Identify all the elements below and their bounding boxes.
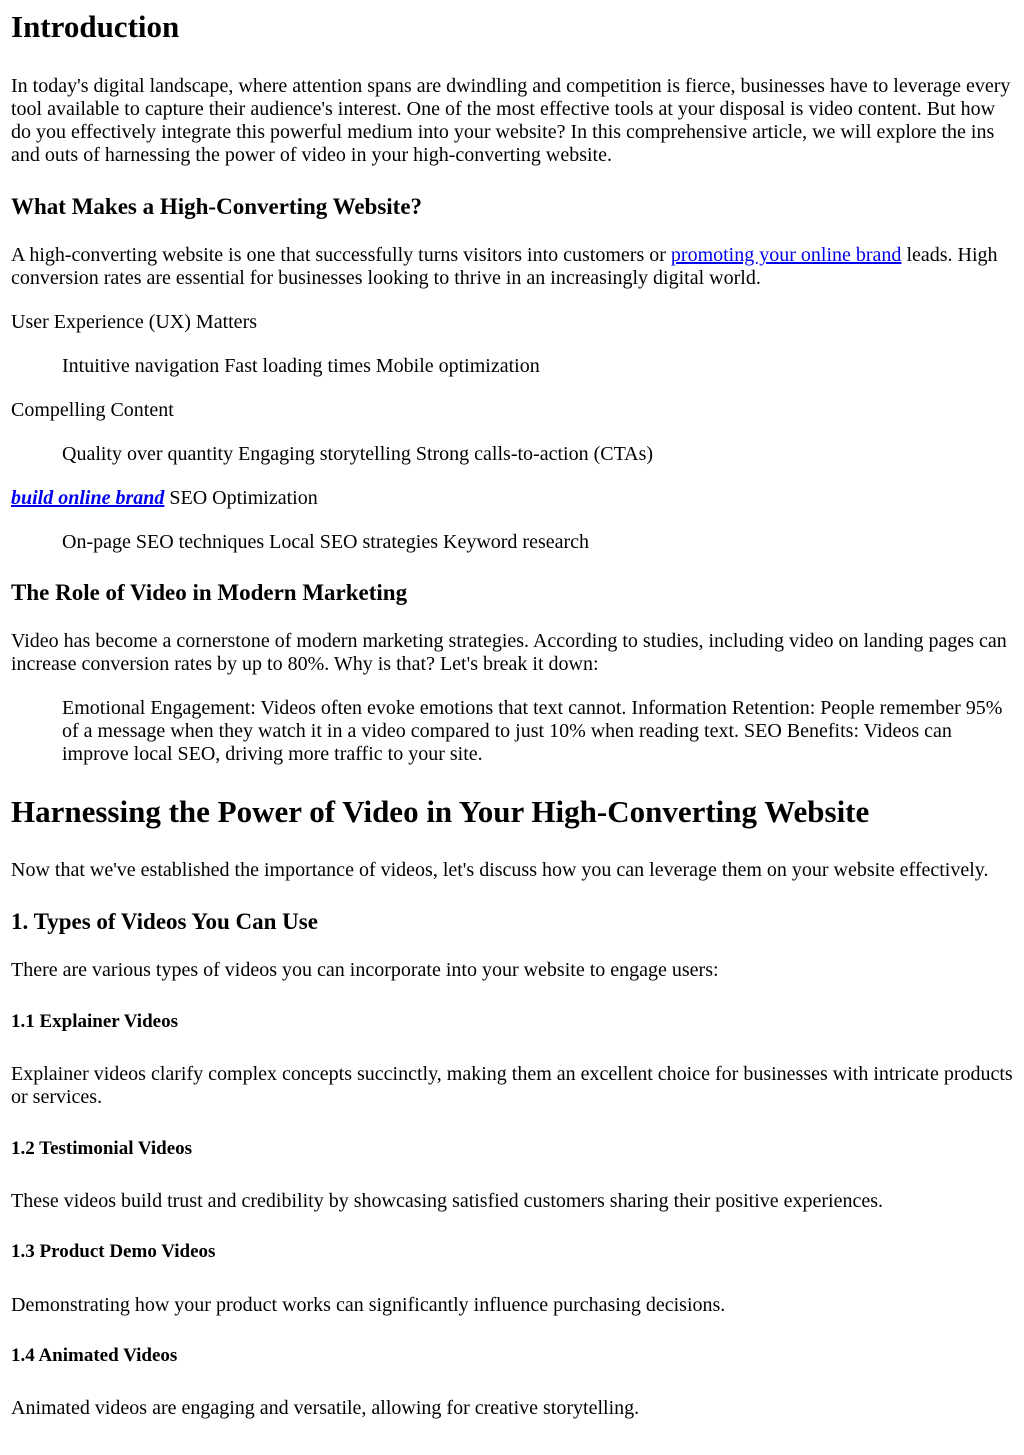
seo-label: [11, 487, 1014, 510]
seo-label-text: SEO Optimization: [164, 487, 318, 509]
paragraph-text: leads. High conversion rates are essential for businesses looking to thrive in an increasingly digital world.: [11, 244, 998, 289]
page-title: Introduction: [11, 9, 180, 44]
high-converting-paragraph: [11, 244, 1014, 290]
types-paragraph: There are various types of videos you can incorporate into your website to engage users:: [11, 959, 719, 981]
ux-label: User Experience (UX) Matters: [11, 311, 258, 333]
subheading-explainer-videos: 1.1 Explainer Videos: [11, 1011, 178, 1032]
section-heading-high-converting: What Makes a High-Converting Website?: [11, 194, 423, 219]
subheading-product-demo-videos: 1.3 Product Demo Videos: [11, 1241, 216, 1262]
section-heading-role-of-video: The Role of Video in Modern Marketing: [11, 580, 408, 605]
content-list: Quality over quantity Engaging storytelling Strong calls-to-action (CTAs): [62, 443, 654, 465]
harnessing-paragraph: Now that we've established the importance of videos, let's discuss how you can leverage them on your website effectively.: [11, 859, 989, 881]
role-paragraph: Video has become a cornerstone of modern marketing strategies. According to studies, including video on landing pages can increase conversion rates by up to 80%. Why is that? Let's break it down:: [11, 630, 1007, 675]
article: [0, 9, 1024, 1420]
testimonial-paragraph: These videos build trust and credibility by showcasing satisfied customers sharing their positive experiences.: [11, 1190, 884, 1212]
seo-list: On-page SEO techniques Local SEO strategies Keyword research: [62, 531, 590, 553]
promoting-online-brand-link[interactable]: promoting your online brand: [670, 244, 902, 266]
ux-list: Intuitive navigation Fast loading times Mobile optimization: [62, 355, 540, 377]
explainer-paragraph: Explainer videos clarify complex concepts succinctly, making them an excellent choice for businesses with intricate products or services.: [11, 1063, 1013, 1108]
build-online-brand-link[interactable]: build online brand: [11, 487, 165, 509]
section-heading-types-of-videos: 1. Types of Videos You Can Use: [11, 909, 318, 934]
subheading-testimonial-videos: 1.2 Testimonial Videos: [11, 1138, 193, 1159]
subheading-animated-videos: 1.4 Animated Videos: [11, 1345, 178, 1366]
animated-paragraph: Animated videos are engaging and versatile, allowing for creative storytelling.: [11, 1397, 640, 1419]
role-list: Emotional Engagement: Videos often evoke emotions that text cannot. Information Retention: People remember 95% of a message when they watch it in a video compared to just 10% when reading text. SEO Benefits: Videos can improve local SEO, driving more traffic to your site.: [62, 697, 1003, 765]
paragraph-text: A high-converting website is one that successfully turns visitors into customers or: [11, 244, 671, 266]
content-label: Compelling Content: [11, 399, 174, 421]
product-demo-paragraph: Demonstrating how your product works can significantly influence purchasing decisions.: [11, 1294, 726, 1316]
intro-paragraph: In today's digital landscape, where attention spans are dwindling and competition is fierce, businesses have to leverage every tool available to capture their audience's interest. One of the most effective tools at your disposal is video content. But how do you effectively integrate this powerful medium into your website? In this comprehensive article, we will explore the ins and outs of harnessing the power of video in your high-converting website.: [11, 75, 1011, 166]
section-title-harnessing: Harnessing the Power of Video in Your High-Converting Website: [11, 794, 870, 829]
